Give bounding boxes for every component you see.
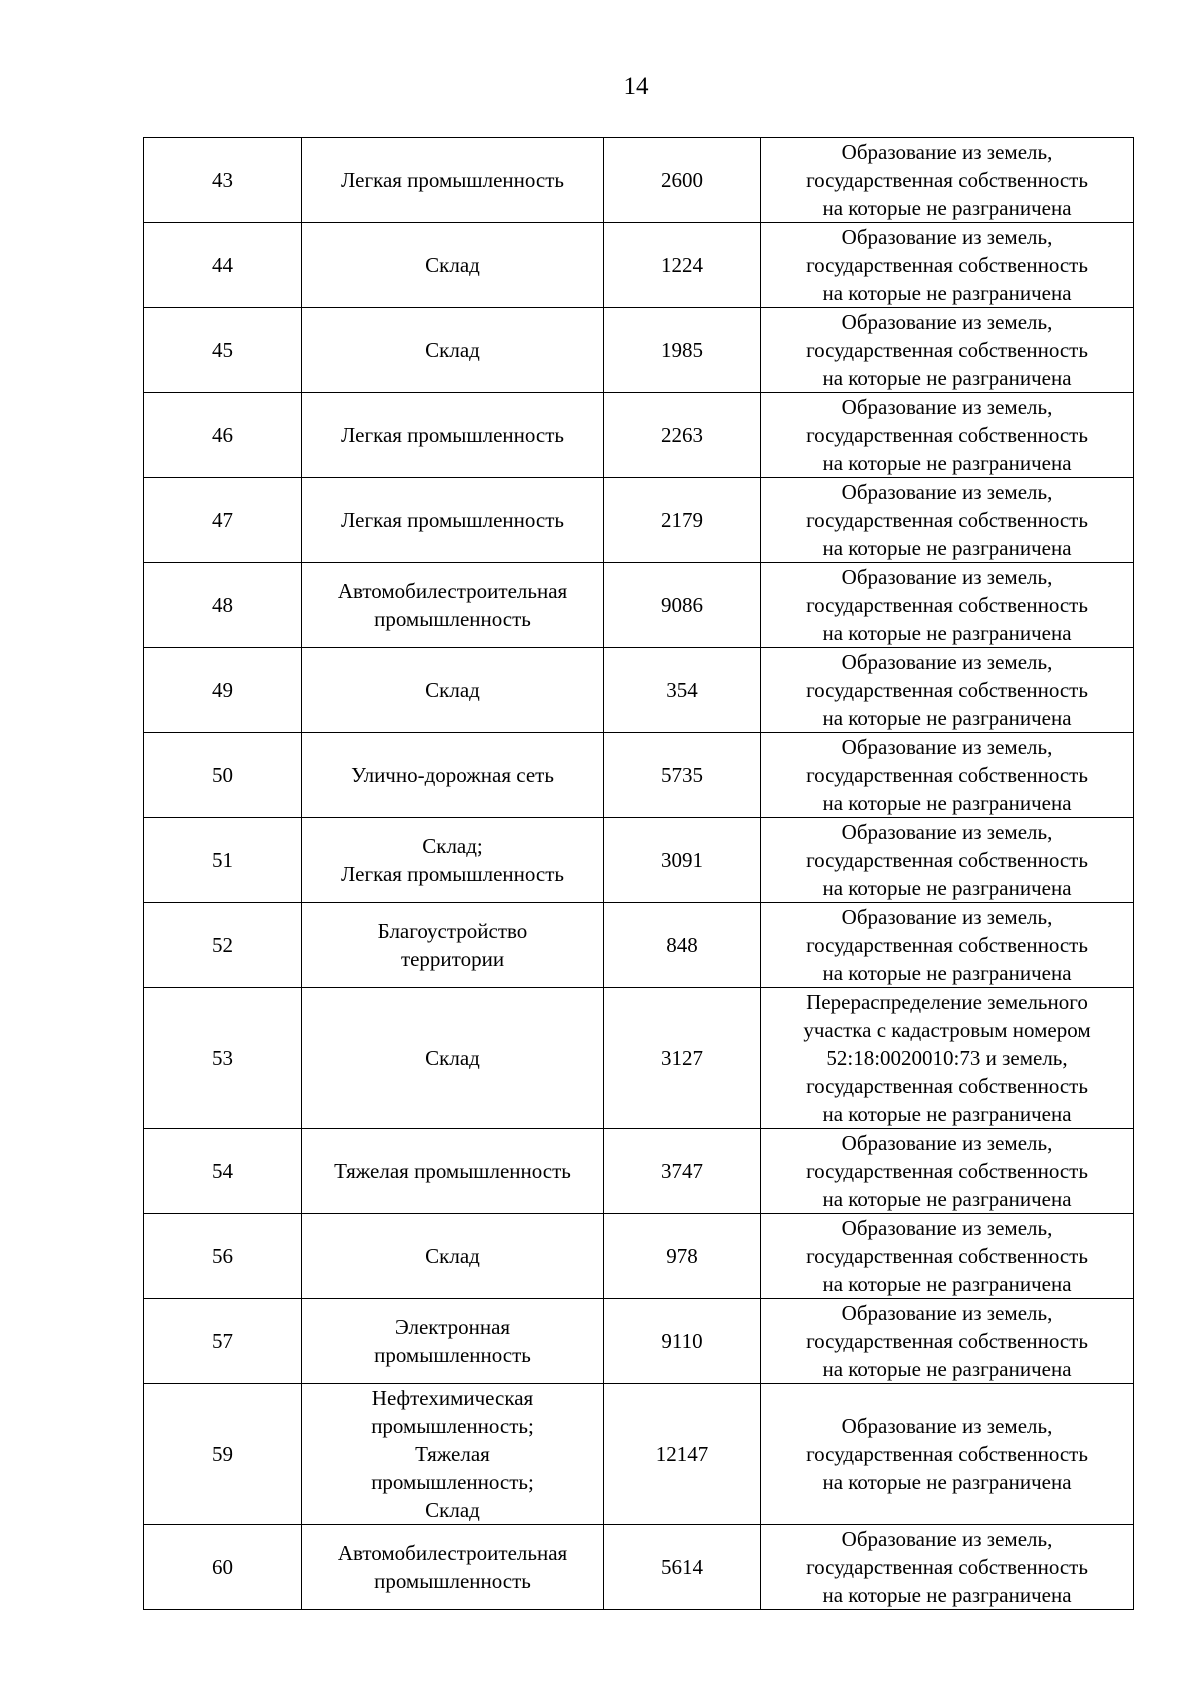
table-row <box>144 308 1134 393</box>
formation-method-cell: Образование из земель, государственная собственность на которые не разграничена <box>761 138 1134 223</box>
plot-number-cell: 46 <box>144 393 302 478</box>
plot-number-cell: 51 <box>144 818 302 903</box>
area-cell: 9086 <box>604 563 761 648</box>
land-plots-table-container <box>143 137 1134 1610</box>
permitted-use-cell: Электронная промышленность <box>302 1299 604 1384</box>
area-cell: 354 <box>604 648 761 733</box>
table-row <box>144 1384 1134 1525</box>
permitted-use-cell: Легкая промышленность <box>302 138 604 223</box>
table-row <box>144 818 1134 903</box>
formation-method-cell: Образование из земель, государственная собственность на которые не разграничена <box>761 733 1134 818</box>
formation-method-cell: Образование из земель, государственная собственность на которые не разграничена <box>761 1384 1134 1525</box>
table-row <box>144 1525 1134 1610</box>
plot-number-cell: 59 <box>144 1384 302 1525</box>
plot-number-cell: 43 <box>144 138 302 223</box>
formation-method-cell: Перераспределение земельного участка с кадастровым номером 52:18:0020010:73 и земель, государственная собственность на которые не разграничена <box>761 988 1134 1129</box>
permitted-use-cell: Нефтехимическая промышленность; Тяжелая промышленность; Склад <box>302 1384 604 1525</box>
plot-number-cell: 48 <box>144 563 302 648</box>
table-row <box>144 988 1134 1129</box>
permitted-use-cell: Склад <box>302 223 604 308</box>
table-row <box>144 1129 1134 1214</box>
formation-method-cell: Образование из земель, государственная собственность на которые не разграничена <box>761 1129 1134 1214</box>
table-row <box>144 223 1134 308</box>
plot-number-cell: 54 <box>144 1129 302 1214</box>
area-cell: 2179 <box>604 478 761 563</box>
formation-method-cell: Образование из земель, государственная собственность на которые не разграничена <box>761 648 1134 733</box>
plot-number-cell: 52 <box>144 903 302 988</box>
permitted-use-cell: Склад <box>302 988 604 1129</box>
table-row <box>144 563 1134 648</box>
formation-method-cell: Образование из земель, государственная собственность на которые не разграничена <box>761 563 1134 648</box>
area-cell: 2600 <box>604 138 761 223</box>
table-row <box>144 478 1134 563</box>
area-cell: 848 <box>604 903 761 988</box>
plot-number-cell: 56 <box>144 1214 302 1299</box>
plot-number-cell: 50 <box>144 733 302 818</box>
permitted-use-cell: Улично-дорожная сеть <box>302 733 604 818</box>
area-cell: 1224 <box>604 223 761 308</box>
table-row <box>144 138 1134 223</box>
table-row <box>144 648 1134 733</box>
permitted-use-cell: Склад; Легкая промышленность <box>302 818 604 903</box>
area-cell: 9110 <box>604 1299 761 1384</box>
plot-number-cell: 57 <box>144 1299 302 1384</box>
formation-method-cell: Образование из земель, государственная собственность на которые не разграничена <box>761 393 1134 478</box>
area-cell: 3127 <box>604 988 761 1129</box>
area-cell: 3747 <box>604 1129 761 1214</box>
table-row <box>144 1214 1134 1299</box>
table-row <box>144 1299 1134 1384</box>
permitted-use-cell: Тяжелая промышленность <box>302 1129 604 1214</box>
area-cell: 5614 <box>604 1525 761 1610</box>
permitted-use-cell: Легкая промышленность <box>302 478 604 563</box>
formation-method-cell: Образование из земель, государственная собственность на которые не разграничена <box>761 903 1134 988</box>
area-cell: 2263 <box>604 393 761 478</box>
formation-method-cell: Образование из земель, государственная собственность на которые не разграничена <box>761 818 1134 903</box>
formation-method-cell: Образование из земель, государственная собственность на которые не разграничена <box>761 308 1134 393</box>
land-plots-table <box>143 137 1134 1610</box>
plot-number-cell: 49 <box>144 648 302 733</box>
formation-method-cell: Образование из земель, государственная собственность на которые не разграничена <box>761 1525 1134 1610</box>
permitted-use-cell: Автомобилестроительная промышленность <box>302 1525 604 1610</box>
plot-number-cell: 53 <box>144 988 302 1129</box>
permitted-use-cell: Склад <box>302 1214 604 1299</box>
permitted-use-cell: Склад <box>302 308 604 393</box>
table-row <box>144 733 1134 818</box>
plot-number-cell: 45 <box>144 308 302 393</box>
page-number: 14 <box>623 73 649 100</box>
permitted-use-cell: Благоустройство территории <box>302 903 604 988</box>
permitted-use-cell: Легкая промышленность <box>302 393 604 478</box>
formation-method-cell: Образование из земель, государственная собственность на которые не разграничена <box>761 478 1134 563</box>
area-cell: 12147 <box>604 1384 761 1525</box>
permitted-use-cell: Склад <box>302 648 604 733</box>
area-cell: 978 <box>604 1214 761 1299</box>
area-cell: 5735 <box>604 733 761 818</box>
area-cell: 3091 <box>604 818 761 903</box>
table-row <box>144 393 1134 478</box>
plot-number-cell: 47 <box>144 478 302 563</box>
plot-number-cell: 44 <box>144 223 302 308</box>
formation-method-cell: Образование из земель, государственная собственность на которые не разграничена <box>761 1299 1134 1384</box>
permitted-use-cell: Автомобилестроительная промышленность <box>302 563 604 648</box>
plot-number-cell: 60 <box>144 1525 302 1610</box>
formation-method-cell: Образование из земель, государственная собственность на которые не разграничена <box>761 223 1134 308</box>
area-cell: 1985 <box>604 308 761 393</box>
table-row <box>144 903 1134 988</box>
formation-method-cell: Образование из земель, государственная собственность на которые не разграничена <box>761 1214 1134 1299</box>
